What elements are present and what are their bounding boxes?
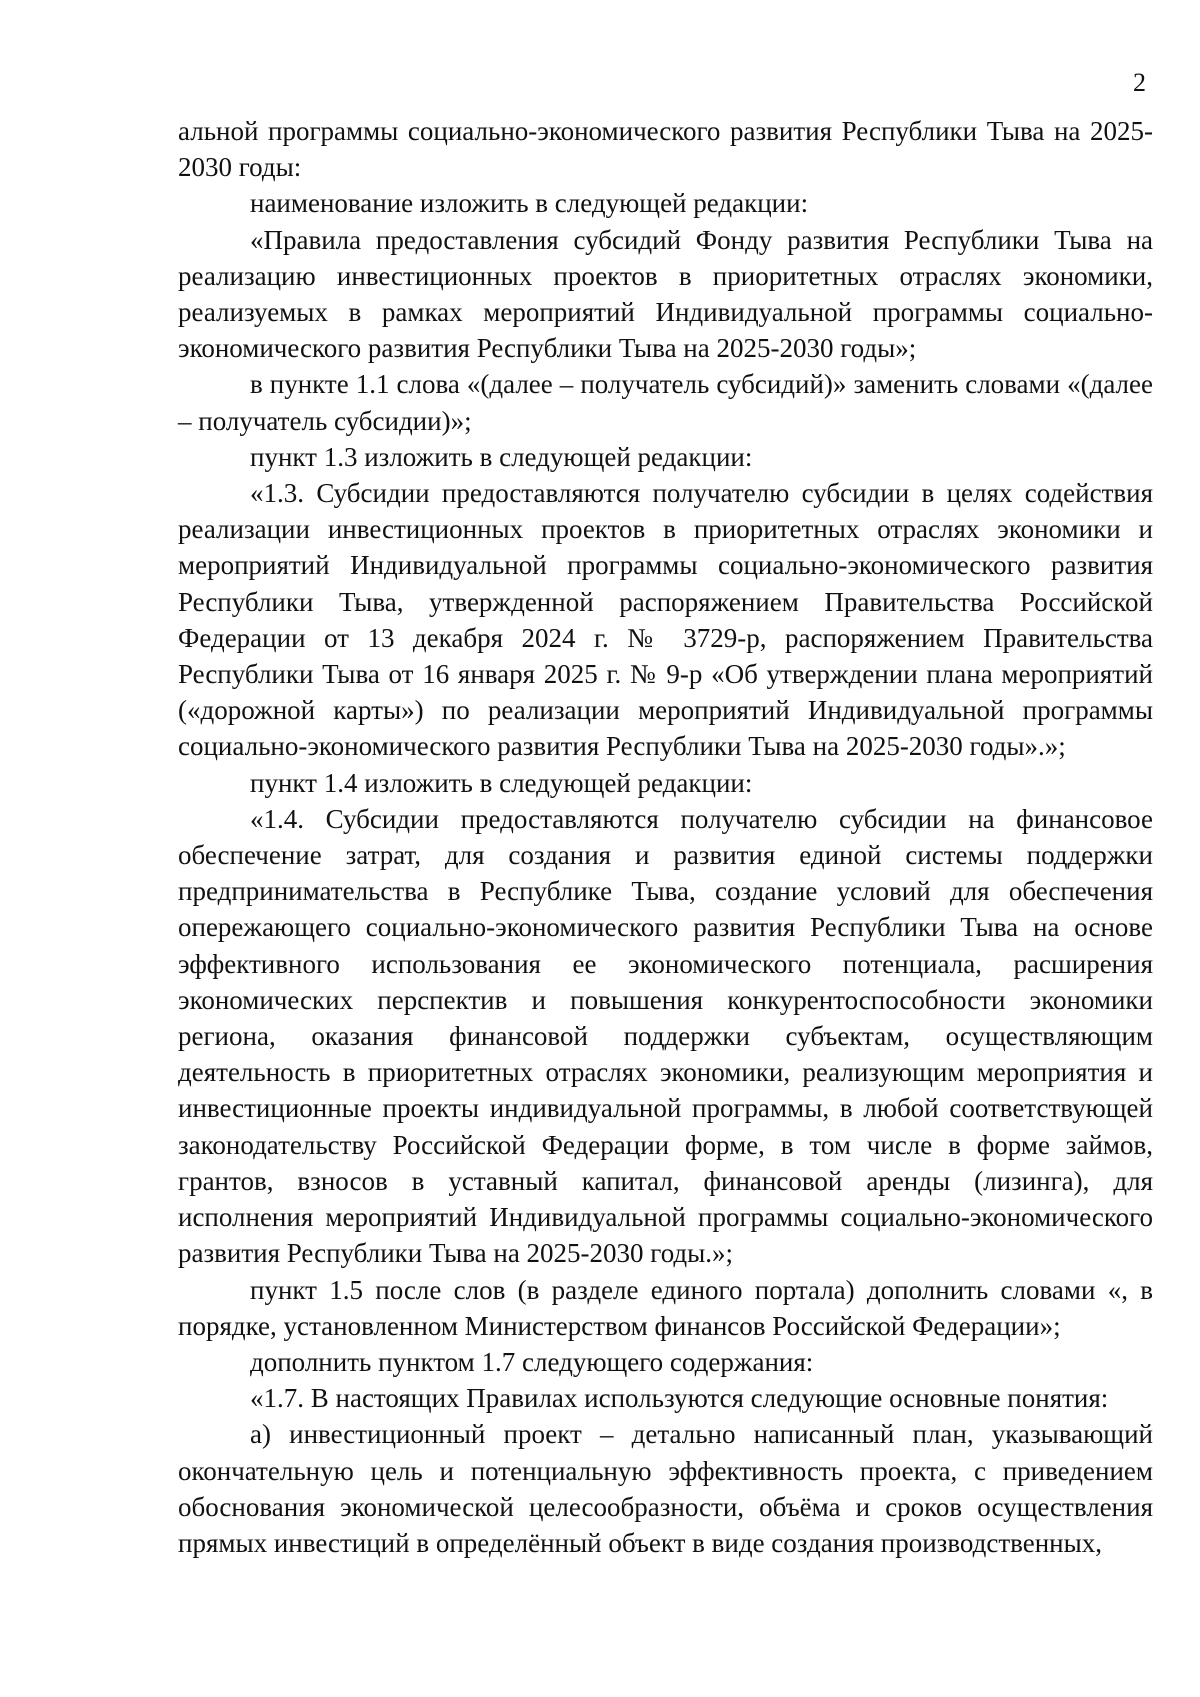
paragraph: дополнить пунктом 1.7 следующего содержания: <box>250 1346 814 1377</box>
page-number: 2 <box>1133 68 1146 97</box>
document-body <box>178 113 1153 1561</box>
paragraph: альной программы социально-экономического развития Республики Тыва на 2025-2030 годы: <box>178 116 1153 183</box>
paragraph: наименование изложить в следующей редакции: <box>250 188 809 219</box>
paragraph: пункт 1.4 изложить в следующей редакции: <box>250 767 753 798</box>
paragraph: «1.3. Субсидии предоставляются получателю субсидии в целях содействия реализации инвестиционных проектов в приоритетных отраслях экономики и мероприятий Индивидуальной программы социально-экономического развития Республики Тыва, утвержденной распоряжением Правительства Российской Федерации от 13 декабря 2024 г. № 3729-р, распоряжением Правительства Республики Тыва от 16 января 2025 г. № 9-р «Об утверждении плана мероприятий («дорожной карты») по реализации мероприятий Индивидуальной программы социально-экономического развития Республики Тыва на 2025-2030 годы».»; <box>178 478 1153 762</box>
paragraph: а) инвестиционный проект – детально написанный план, указывающий окончательную цель и потенциальную эффективность проекта, с приведением обоснования экономической целесообразности, объёма и сроков осуществления прямых инвестиций в определённый объект в виде создания производственных, <box>178 1419 1153 1558</box>
paragraph: «1.4. Субсидии предоставляются получателю субсидии на финансовое обеспечение затрат, для создания и развития единой системы поддержки предпринимательства в Республике Тыва, создание условий для обеспечения опережающего социально-экономического развития Республики Тыва на основе эффективного использования ее экономического потенциала, расширения экономических перспектив и повышения конкурентоспособности экономики региона, оказания финансовой поддержки субъектам, осуществляющим деятельность в приоритетных отраслях экономики, реализующим мероприятия и инвестиционные проекты индивидуальной программы, в любой соответствующей законодательству Российской Федерации форме, в том числе в форме займов, грантов, взносов в уставный капитал, финансовой аренды (лизинга), для исполнения мероприятий Индивидуальной программы социально-экономического развития Республики Тыва на 2025-2030 годы.»; <box>178 803 1153 1269</box>
paragraph: пункт 1.3 изложить в следующей редакции: <box>250 441 753 472</box>
paragraph: «1.7. В настоящих Правилах используются следующие основные понятия: <box>250 1383 1109 1414</box>
paragraph: пункт 1.5 после слов (в разделе единого портала) дополнить словами «, в порядке, установленном Министерством финансов Российской Федерации»; <box>178 1274 1153 1341</box>
paragraph: в пункте 1.1 слова «(далее – получатель субсидий)» заменить словами «(далее – получатель субсидии)»; <box>178 369 1153 436</box>
paragraph: «Правила предоставления субсидий Фонду развития Республики Тыва на реализацию инвестиционных проектов в приоритетных отраслях экономики, реализуемых в рамках мероприятий Индивидуальной программы социально-экономического развития Республики Тыва на 2025-2030 годы»; <box>178 224 1153 364</box>
